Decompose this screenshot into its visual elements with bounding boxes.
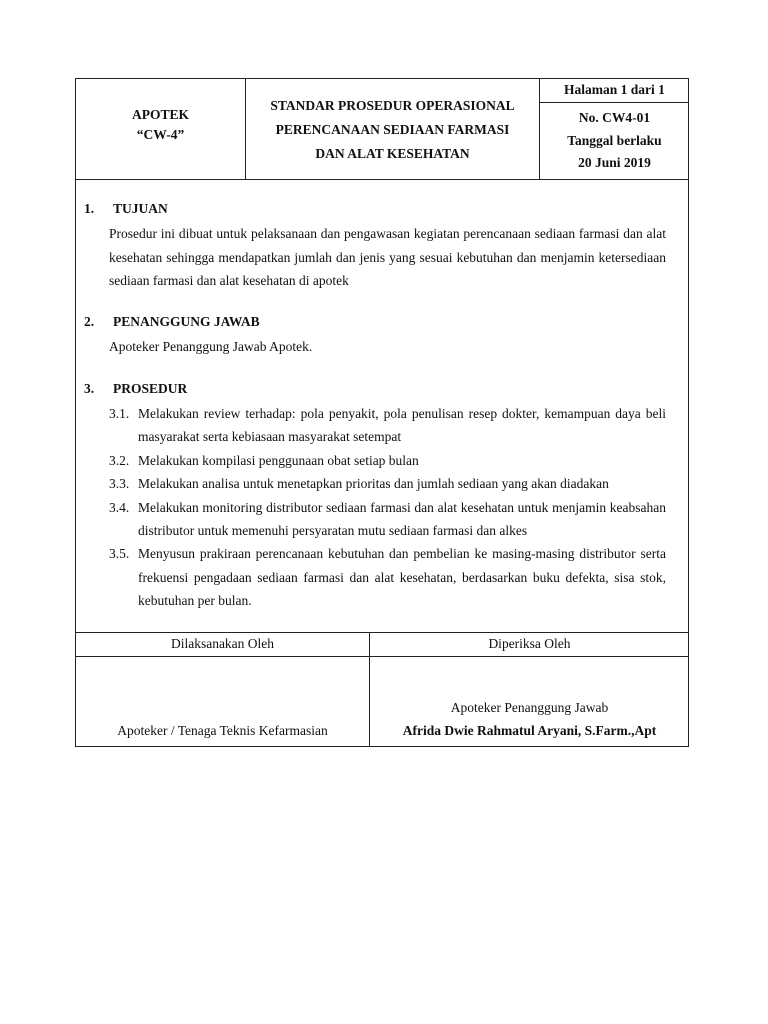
pharmacy-identity <box>76 105 245 145</box>
section-heading-prosedur: 3. PROSEDUR <box>84 381 188 396</box>
document-title <box>246 94 539 166</box>
effective-date-label: Tanggal berlaku <box>567 132 662 148</box>
divider <box>539 102 688 103</box>
document-header <box>75 78 689 180</box>
section-heading-penanggung-jawab: 2. PENANGGUNG JAWAB <box>84 314 260 329</box>
sop-document <box>75 78 689 747</box>
title-line: PERENCANAAN SEDIAAN FARMASI <box>275 122 510 137</box>
checked-by-label: Diperiksa Oleh <box>488 636 571 651</box>
effective-date: 20 Juni 2019 <box>578 155 651 170</box>
page-indicator: Halaman 1 dari 1 <box>564 82 665 97</box>
section-heading-tujuan: 1. TUJUAN <box>84 201 168 216</box>
title-line: STANDAR PROSEDUR OPERASIONAL <box>270 98 515 113</box>
procedure-item: 3.1. Melakukan review terhadap: pola penyakit, pola penulisan resep dokter, kemampuan daya beli masyarakat serta kebiasaan masyarakat setempat <box>109 406 666 445</box>
executed-by-name: Apoteker / Tenaga Teknis Kefarmasian <box>117 723 328 738</box>
document-number: No. CW4-01 <box>578 110 651 125</box>
signature-table <box>75 633 689 747</box>
section-text-tujuan: Prosedur ini dibuat untuk pelaksanaan dan pengawasan kegiatan perencanaan sediaan farmasi dan alat kesehatan sehingga mendapatkan jumlah dan jenis yang sesuai kebutuhan dan menjamin ketersediaan sediaan farmasi dan alat kesehatan di apotek <box>109 226 666 288</box>
document-body <box>75 180 689 633</box>
procedure-item: 3.5. Menyusun prakiraan perencanaan kebutuhan dan pembelian ke masing-masing distributor serta frekuensi pengadaan sediaan farmasi dan alat kesehatan, berdasarkan buku defekta, sisa stok, kebutuhan per bulan. <box>109 546 666 609</box>
procedure-item: 3.4. Melakukan monitoring distributor sediaan farmasi dan alat kesehatan untuk menjamin keabsahan distributor untuk memenuhi persyaratan mutu sediaan farmasi dan alkes <box>109 499 666 539</box>
checked-by-name: Afrida Dwie Rahmatul Aryani, S.Farm.,Apt <box>402 723 657 738</box>
pharmacy-code: “CW-4” <box>136 127 185 142</box>
procedure-list <box>109 402 666 613</box>
checked-by-role: Apoteker Penanggung Jawab <box>450 700 609 715</box>
procedure-item: 3.3. Melakukan analisa untuk menetapkan prioritas dan jumlah sediaan yang akan diadakan <box>109 476 609 492</box>
divider <box>76 656 688 657</box>
section-text-penanggung-jawab: Apoteker Penanggung Jawab Apotek. <box>109 339 313 354</box>
document-meta <box>540 107 689 175</box>
pharmacy-name: APOTEK <box>131 107 189 122</box>
executed-by-label: Dilaksanakan Oleh <box>170 636 275 651</box>
procedure-item: 3.2. Melakukan kompilasi penggunaan obat setiap bulan <box>109 452 419 468</box>
title-line: DAN ALAT KESEHATAN <box>315 146 470 161</box>
